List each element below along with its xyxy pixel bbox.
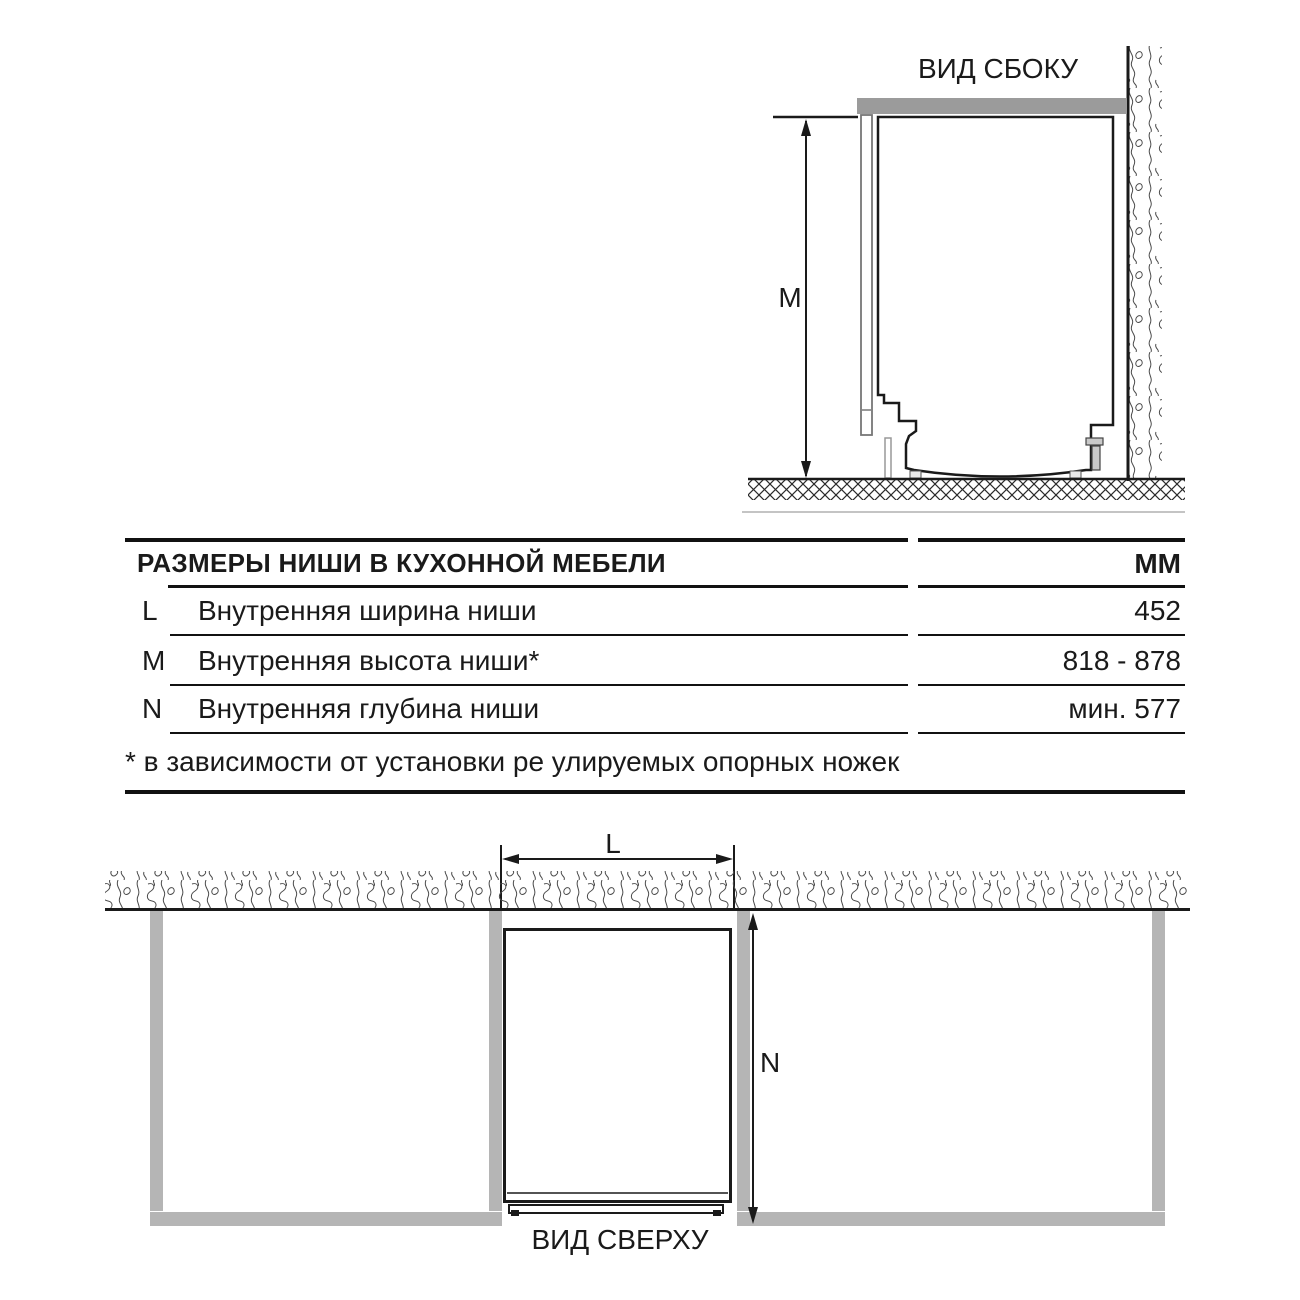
top-view-appliance-outline xyxy=(505,930,731,1202)
wall-band-texture xyxy=(105,871,1190,908)
right-cabinet-wall xyxy=(1152,911,1165,1211)
niche-left-wall xyxy=(489,911,502,1211)
rear-foot xyxy=(1070,471,1081,478)
dim-label: Внутренняя высота ниши* xyxy=(198,644,540,676)
door-foot-left xyxy=(511,1210,519,1216)
dim-key: N xyxy=(142,693,163,724)
dim-value: 818 - 878 xyxy=(1062,644,1181,676)
n-dim-label: N xyxy=(760,1047,781,1078)
top-view xyxy=(105,828,1190,1255)
dim-label: Внутренняя ширина ниши xyxy=(198,594,537,626)
dim-key: M xyxy=(142,644,166,676)
front-foot xyxy=(910,471,921,478)
side-view xyxy=(742,46,1185,512)
table-title: РАЗМЕРЫ НИШИ В КУХОННОЙ МЕБЕЛИ xyxy=(137,548,666,578)
dim-value: 452 xyxy=(1134,594,1181,626)
m-dim-arrow-down-icon xyxy=(801,461,811,478)
leveling-bracket-leg xyxy=(1092,446,1100,470)
right-cabinet-base xyxy=(737,1212,1165,1226)
niche-right-wall xyxy=(737,911,750,1211)
left-cabinet-wall xyxy=(150,911,163,1211)
table-header-row xyxy=(125,542,1185,585)
table-footnote: * в зависимости от установки ре улируемых опорных ножек xyxy=(125,746,900,777)
door-foot-right xyxy=(713,1210,721,1216)
l-dim-label: L xyxy=(605,828,621,859)
table-row xyxy=(125,587,1185,634)
top-view-title: ВИД СВЕРХУ xyxy=(531,1224,709,1255)
table-divider xyxy=(918,634,1185,636)
countertop xyxy=(857,98,1127,114)
floor-hatch xyxy=(748,480,1185,500)
left-cabinet-base xyxy=(150,1212,502,1226)
appliance-door-front xyxy=(509,1205,723,1213)
wall-texture xyxy=(1129,46,1162,479)
table-divider xyxy=(125,790,1185,794)
l-dim-arrow-right-icon xyxy=(716,854,733,864)
table-footnote-row xyxy=(125,734,1185,790)
dim-key: L xyxy=(142,594,158,626)
l-dim-arrow-left-icon xyxy=(502,854,519,864)
dishwasher-door-panel xyxy=(861,115,872,435)
dim-label: Внутренняя глубина ниши xyxy=(198,693,540,724)
m-dim-arrow-up-icon xyxy=(801,119,811,136)
dim-value: мин. 577 xyxy=(1068,693,1181,724)
m-dim-label: M xyxy=(778,282,802,313)
table-row xyxy=(125,637,1185,684)
drain-strip xyxy=(885,438,891,478)
unit-header: ММ xyxy=(1134,547,1181,579)
table-row xyxy=(125,686,1185,732)
n-dimension xyxy=(748,913,780,1224)
dishwasher-body-outline xyxy=(878,117,1113,477)
m-dimension xyxy=(773,117,858,478)
niche-dimensions-table xyxy=(125,538,1185,800)
leveling-bracket-top xyxy=(1086,438,1103,445)
side-view-title: ВИД СБОКУ xyxy=(917,53,1079,84)
table-divider xyxy=(170,634,908,636)
